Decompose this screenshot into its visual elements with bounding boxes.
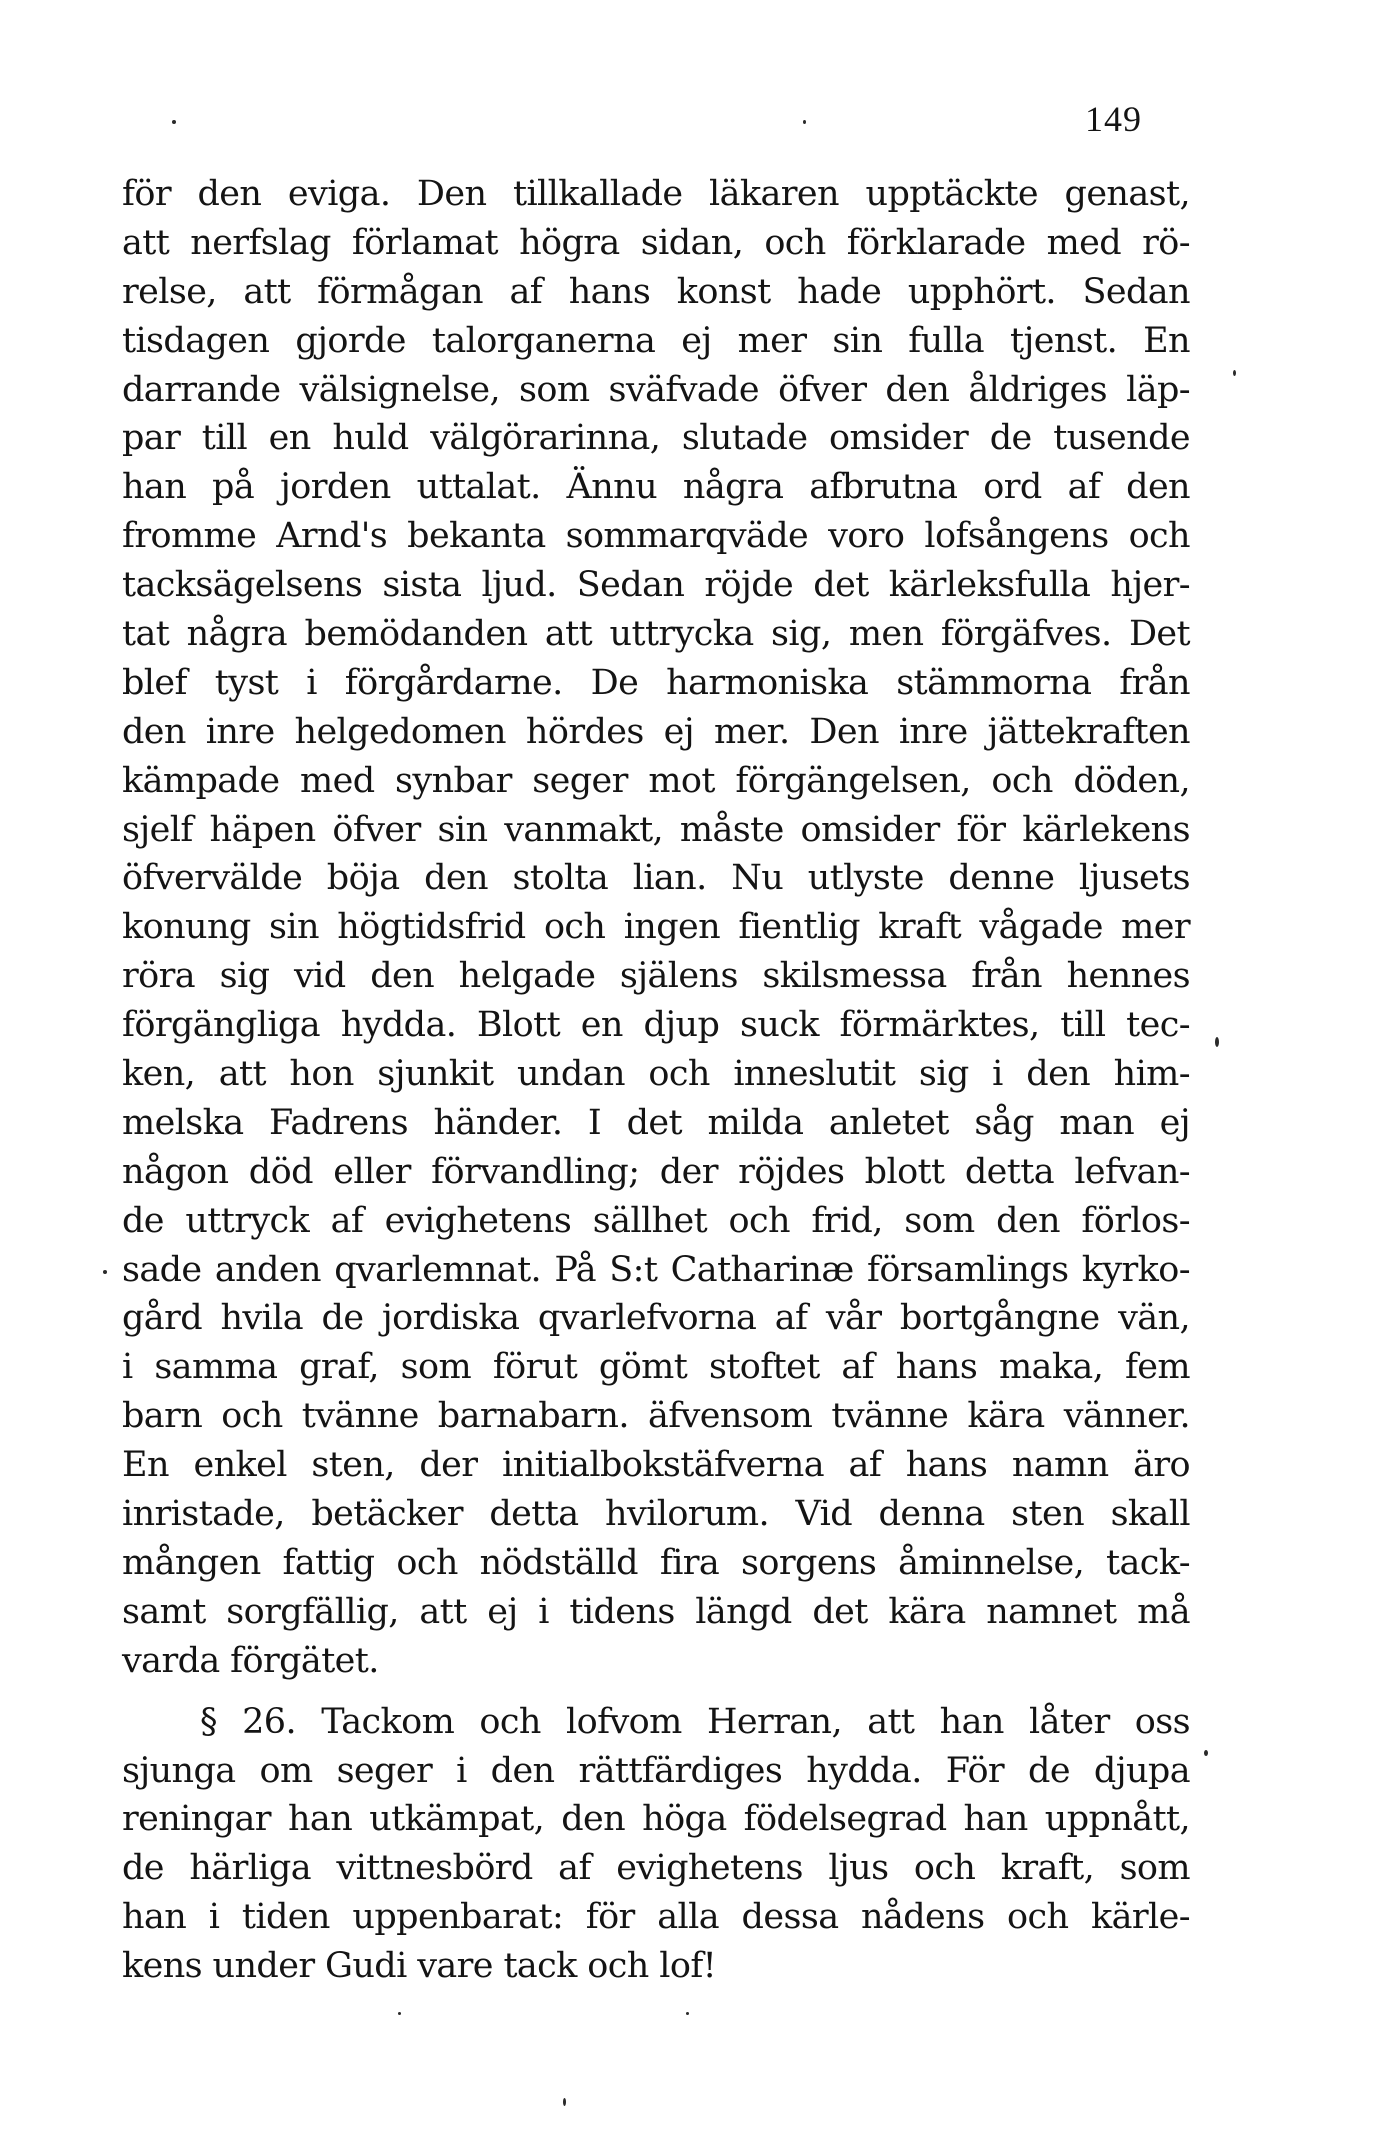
text-line: konung sin högtidsfrid och ingen fientlig kraft vågade mer (122, 907, 1190, 948)
text-line: barn och tvänne barnabarn. äfvensom tvänne kära vänner. (122, 1396, 1190, 1437)
text-line: någon död eller förvandling; der röjdes blott detta lefvan- (122, 1151, 1190, 1192)
page-number: 149 (1085, 99, 1142, 139)
text-line: sjunga om seger i den rättfärdiges hydda. För de djupa (122, 1750, 1190, 1791)
text-line: tat några bemödanden att uttrycka sig, men förgäfves. Det (122, 614, 1190, 655)
paragraph (122, 1698, 1190, 1991)
text-line: En enkel sten, der initialbokstäfverna af hans namn äro (122, 1445, 1190, 1486)
text-line: reningar han utkämpat, den höga födelsegrad han uppnått, (122, 1799, 1190, 1840)
scan-speck (563, 2098, 566, 2106)
paragraph (122, 170, 1190, 1686)
scan-speck (1215, 1037, 1219, 1047)
text-line: de härliga vittnesbörd af evighetens ljus och kraft, som (122, 1848, 1190, 1889)
text-line: att nerfslag förlamat högra sidan, och förklarade med rö- (122, 222, 1190, 263)
text-line: relse, att förmågan af hans konst hade upphört. Sedan (122, 271, 1190, 312)
text-line: par till en huld välgörarinna, slutade omsider de tusende (122, 418, 1190, 459)
text-line: tacksägelsens sista ljud. Sedan röjde det kärleksfulla hjer- (122, 565, 1190, 606)
text-line: tisdagen gjorde talorganerna ej mer sin fulla tjenst. En (122, 320, 1190, 361)
text-line: sjelf häpen öfver sin vanmakt, måste omsider för kärlekens (122, 809, 1190, 850)
text-line: varda förgätet. (122, 1640, 379, 1681)
paragraph-gap (122, 1686, 1190, 1698)
body-text (122, 170, 1190, 1991)
text-line: gård hvila de jordiska qvarlefvorna af vår bortgångne vän, (122, 1298, 1190, 1339)
text-line: röra sig vid den helgade själens skilsmessa från hennes (122, 956, 1190, 997)
text-line: sade anden qvarlemnat. På S:t Catharinæ församlings kyrko- (122, 1249, 1190, 1290)
text-line: han i tiden uppenbarat: för alla dessa nådens och kärle- (122, 1897, 1190, 1938)
text-line: den inre helgedomen hördes ej mer. Den inre jättekraften (122, 711, 1190, 752)
text-line: kens under Gudi vare tack och lof! (122, 1946, 717, 1987)
text-line: kämpade med synbar seger mot förgängelsen, och döden, (122, 760, 1190, 801)
text-line: darrande välsignelse, som sväfvade öfver den åldriges läp- (122, 369, 1190, 410)
scan-speck (803, 120, 806, 124)
text-line: de uttryck af evighetens sällhet och frid, som den förlos- (122, 1200, 1190, 1241)
text-line: öfverväldе böja den stolta lian. Nu utlyste denne ljusets (122, 858, 1190, 899)
text-line: mången fattig och nödställd fira sorgens åminnelse, tack- (122, 1542, 1190, 1583)
scan-speck (103, 1270, 107, 1274)
scan-speck (172, 120, 176, 124)
text-line: inristade, betäcker detta hvilorum. Vid denna sten skall (122, 1494, 1190, 1535)
text-line: samt sorgfällig, att ej i tidens längd det kära namnet må (122, 1591, 1190, 1632)
text-line: blef tyst i förgårdarne. De harmoniska stämmorna från (122, 662, 1190, 703)
scan-speck (398, 2012, 401, 2015)
text-line: i samma graf, som förut gömt stoftet af hans maka, fem (122, 1347, 1190, 1388)
text-line: för den eviga. Den tillkallade läkaren upptäckte genast, (122, 174, 1190, 214)
scan-speck (1204, 1750, 1208, 1756)
text-line: § 26. Tackom och lofvom Herran, att han låter oss (200, 1701, 1190, 1742)
scan-speck (686, 2012, 689, 2015)
text-line: han på jorden uttalat. Ännu några afbrutna ord af den (122, 467, 1190, 508)
text-line: melska Fadrens händer. I det milda anletet såg man ej (122, 1102, 1190, 1143)
text-line: förgängliga hydda. Blott en djup suck förmärktes, till tec- (122, 1005, 1190, 1046)
text-line: fromme Arnd's bekanta sommarqväde voro lofsångens och (122, 516, 1190, 557)
text-line: ken, att hon sjunkit undan och inneslutit sig i den him- (122, 1054, 1190, 1095)
scan-speck (1233, 370, 1236, 376)
